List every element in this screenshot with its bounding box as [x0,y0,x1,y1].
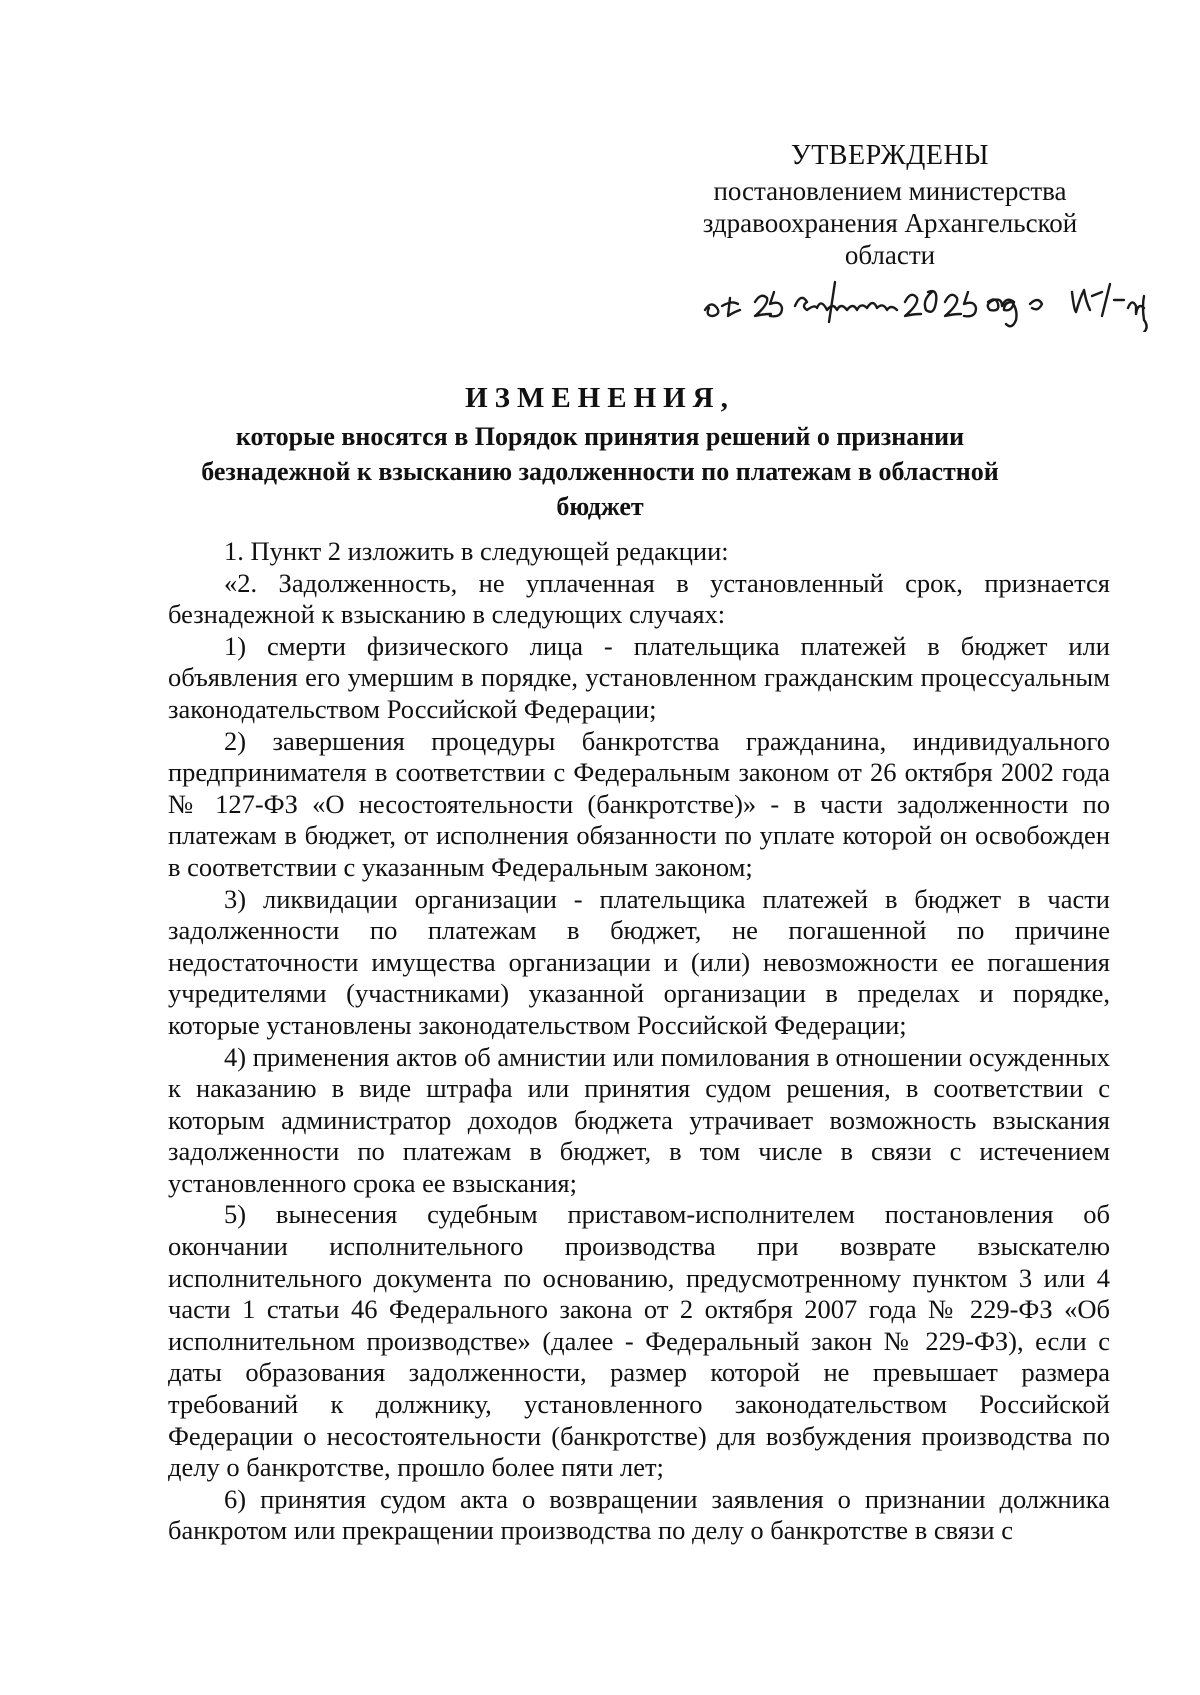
title-sub-line-2: безнадежной к взысканию задолженности по платежам в областной [201,457,999,486]
approved-heading: УТВЕРЖДЕНЫ [790,140,990,171]
handwritten-date-signature [700,262,1150,332]
document-title [150,378,1050,523]
paragraph-subitem-3: 3) ликвидации организации - плательщика платежей в бюджет в части задолженности по платежам в бюджет, не погашенной по причине недостаточности имущества организации и (или) невозможности ее погашения учредителями (участниками) указанной организации в пределах и порядке, которые установлены законодательством Российской Федерации; [168,883,1110,1040]
approval-stamp-block [690,140,1090,271]
paragraph-subitem-5: 5) вынесения судебным приставом-исполнителем постановления об окончании исполнительного производства при возврате взыскателю исполнительного документа по основанию, предусмотренному пунктом 3 или 4 части 1 статьи 46 Федерального закона от 2 октября 2007 года № 229-ФЗ «Об исполнительном производстве» (далее - Федеральный закон № 229-ФЗ), если с даты образования задолженности, размер которой не превышает размера требований к должнику, установленного законодательством Российской Федерации о несостоятельности (банкротстве) для возбуждения производства по делу о банкротстве, прошло более пяти лет; [168,1199,1110,1483]
title-sub-line-3: бюджет [556,492,644,521]
document-body [168,536,1110,1547]
paragraph-subitem-2: 2) завершения процедуры банкротства гражданина, индивидуального предпринимателя в соответствии с Федеральным законом от 26 октября 2002 года № 127-ФЗ «О несостоятельности (банкротстве)» - в части задолженности по платежам в бюджет, от исполнения обязанности по уплате которой он освобожден в соответствии с указанным Федеральным законом; [168,725,1110,882]
paragraph-clause-2: «2. Задолженность, не уплаченная в установленный срок, признается безнадежной к взысканию в следующих случаях: [168,567,1110,630]
paragraph-subitem-6: 6) принятия судом акта о возвращении заявления о признании должника банкротом или прекращении производства по делу о банкротстве в связи с [168,1483,1110,1546]
approval-line-2: здравоохранения Архангельской [702,208,1078,238]
title-sub-line-1: которые вносятся в Порядок принятия решений о признании [235,422,965,451]
approval-line-1: постановлением министерства [713,176,1067,206]
paragraph-subitem-4: 4) применения актов об амнистии или помилования в отношении осужденных к наказанию в виде штрафа или принятия судом решения, в соответствии с которым администратор доходов бюджета утрачивает возможность взыскания задолженности по платежам в бюджет, в том числе в связи с истечением установленного срока ее взыскания; [168,1041,1110,1198]
title-main: ИЗМЕНЕНИЯ, [465,382,735,414]
paragraph-subitem-1: 1) смерти физического лица - плательщика платежей в бюджет или объявления его умершим в порядке, установленном гражданским процессуальным законодательством Российской Федерации; [168,630,1110,724]
paragraph-item-1: 1. Пункт 2 изложить в следующей редакции: [224,536,729,566]
approval-line-3: области [844,240,936,270]
